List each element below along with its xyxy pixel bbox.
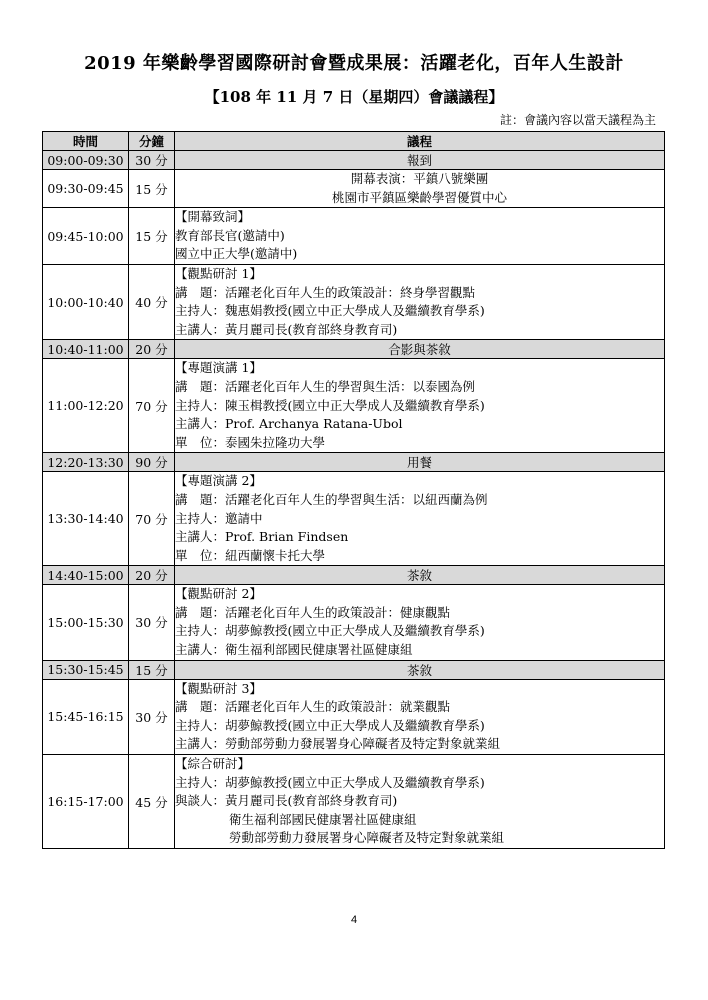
row-time: 16:15-17:00 xyxy=(43,755,129,849)
row-time: 09:30-09:45 xyxy=(43,170,129,208)
row-minutes: 40 分 xyxy=(129,264,175,339)
row-minutes: 15 分 xyxy=(129,208,175,265)
row-minutes: 90 分 xyxy=(129,453,175,472)
content-line: 開幕表演：平鎮八號樂團 xyxy=(350,171,489,186)
content-line: 主持人：胡夢鯨教授(國立中正大學成人及繼續教育學系) xyxy=(175,623,485,639)
row-time: 09:45-10:00 xyxy=(43,208,129,265)
row-minutes: 30 分 xyxy=(129,585,175,660)
content-line: 單 位：紐西蘭懷卡托大學 xyxy=(175,547,326,563)
header-time: 時間 xyxy=(43,132,129,151)
row-minutes: 30 分 xyxy=(129,679,175,754)
content-line: 主持人：陳玉楫教授(國立中正大學成人及繼續教育學系) xyxy=(175,397,485,413)
row-time: 13:30-14:40 xyxy=(43,472,129,566)
agenda-note: 註：會議內容以當天議程為主 xyxy=(499,113,656,127)
row-event: 茶敘 xyxy=(175,660,665,679)
row-time: 12:20-13:30 xyxy=(43,453,129,472)
row-minutes: 30 分 xyxy=(129,151,175,170)
row-content xyxy=(175,208,665,265)
content-line: 講 題：活躍老化百年人生的學習與生活：以紐西蘭為例 xyxy=(175,491,488,507)
content-line: 講 題：活躍老化百年人生的學習與生活：以泰國為例 xyxy=(175,378,476,394)
row-minutes: 70 分 xyxy=(129,359,175,453)
content-line: 【觀點研討 2】 xyxy=(175,586,262,602)
row-minutes: 45 分 xyxy=(129,755,175,849)
row-time: 14:40-15:00 xyxy=(43,566,129,585)
header-agenda: 議程 xyxy=(175,132,665,151)
content-line: 講 題：活躍老化百年人生的政策設計：就業觀點 xyxy=(175,699,451,715)
table-header-row xyxy=(43,132,665,151)
table-row xyxy=(43,151,665,170)
content-line: 衛生福利部國民健康署社區健康組 xyxy=(229,811,417,827)
row-content xyxy=(175,472,665,566)
table-row xyxy=(43,453,665,472)
row-event: 用餐 xyxy=(175,453,665,472)
content-line: 【專題演講 1】 xyxy=(175,360,262,376)
content-line: 講 題：活躍老化百年人生的政策設計：終身學習觀點 xyxy=(175,284,476,300)
row-time: 15:00-15:30 xyxy=(43,585,129,660)
content-line: 【觀點研討 1】 xyxy=(175,265,262,281)
content-line: 講 題：活躍老化百年人生的政策設計：健康觀點 xyxy=(175,604,451,620)
row-minutes: 20 分 xyxy=(129,340,175,359)
content-line: 主講人：Prof. Brian Findsen xyxy=(175,529,349,545)
table-row xyxy=(43,170,665,208)
content-line: 主講人：衛生福利部國民健康署社區健康組 xyxy=(175,642,413,658)
table-row xyxy=(43,566,665,585)
content-line: 桃園市平鎮區樂齡學習優質中心 xyxy=(331,189,507,205)
row-minutes: 15 分 xyxy=(129,170,175,208)
content-line: 【綜合研討】 xyxy=(175,756,251,772)
table-row xyxy=(43,264,665,339)
row-minutes: 70 分 xyxy=(129,472,175,566)
content-line: 主講人：勞動部勞動力發展署身心障礙者及特定對象就業組 xyxy=(175,736,501,752)
row-time: 09:00-09:30 xyxy=(43,151,129,170)
document-subtitle: 【108 年 11 月 7 日（星期四）會議議程】 xyxy=(204,88,504,106)
content-line: 主講人：黃月麗司長(教育部終身教育司) xyxy=(175,321,398,337)
table-row xyxy=(43,755,665,849)
row-time: 10:00-10:40 xyxy=(43,264,129,339)
row-content xyxy=(175,170,665,208)
row-content xyxy=(175,264,665,339)
content-line: 主講人：Prof. Archanya Ratana-Ubol xyxy=(175,416,403,432)
content-line: 【專題演講 2】 xyxy=(175,473,262,489)
content-line: 與談人：黃月麗司長(教育部終身教育司) xyxy=(175,793,398,809)
table-row xyxy=(43,208,665,265)
content-line: 勞動部勞動力發展署身心障礙者及特定對象就業組 xyxy=(229,830,505,846)
content-line: 主持人：魏惠娟教授(國立中正大學成人及繼續教育學系) xyxy=(175,303,485,319)
row-content xyxy=(175,359,665,453)
row-content xyxy=(175,755,665,849)
row-content xyxy=(175,679,665,754)
row-minutes: 20 分 xyxy=(129,566,175,585)
row-event: 茶敘 xyxy=(175,566,665,585)
header-minutes: 分鐘 xyxy=(129,132,175,151)
document-title: 2019 年樂齡學習國際研討會暨成果展：活躍老化，百年人生設計 xyxy=(84,53,624,74)
row-content xyxy=(175,585,665,660)
content-line: 主持人：邀請中 xyxy=(175,510,263,526)
table-row xyxy=(43,472,665,566)
table-row xyxy=(43,340,665,359)
agenda-table xyxy=(42,131,665,849)
row-time: 11:00-12:20 xyxy=(43,359,129,453)
content-line: 【觀點研討 3】 xyxy=(175,680,262,696)
page-number: 4 xyxy=(350,914,358,926)
table-row xyxy=(43,585,665,660)
content-line: 單 位：泰國朱拉隆功大學 xyxy=(175,434,326,450)
row-time: 15:30-15:45 xyxy=(43,660,129,679)
content-line: 教育部長官(邀請中) xyxy=(175,227,285,243)
row-time: 10:40-11:00 xyxy=(43,340,129,359)
table-row xyxy=(43,359,665,453)
row-event: 合影與茶敘 xyxy=(175,340,665,359)
table-row xyxy=(43,679,665,754)
row-minutes: 15 分 xyxy=(129,660,175,679)
content-line: 主持人：胡夢鯨教授(國立中正大學成人及繼續教育學系) xyxy=(175,774,485,790)
content-line: 【開幕致詞】 xyxy=(175,209,251,225)
row-event: 報到 xyxy=(175,151,665,170)
content-line: 國立中正大學(邀請中) xyxy=(175,246,298,262)
row-time: 15:45-16:15 xyxy=(43,679,129,754)
content-line: 主持人：胡夢鯨教授(國立中正大學成人及繼續教育學系) xyxy=(175,717,485,733)
table-row xyxy=(43,660,665,679)
